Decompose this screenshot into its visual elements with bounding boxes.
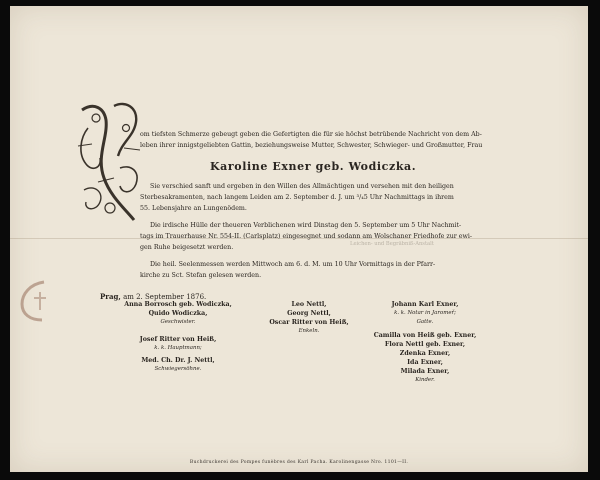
para4-line-2: kirche zu Sct. Stefan gelesen werden. [140, 272, 262, 279]
faint-bleed-text: Leichen- und Begräbniß-Anstalt [350, 241, 434, 247]
para2-line-1: Sie verschied sanft und ergeben in den Willen des Allmächtigen und versehen mit den heiligen [150, 183, 454, 190]
signatory-husband [350, 300, 500, 327]
signatory-name: Josef Ritter von Heiß, [139, 336, 217, 343]
intro-line-2: leben ihrer innigstgeliebten Gattin, beziehungsweise Mutter, Schwester, Schwieger- und Großmutter, Frau [140, 142, 483, 149]
place: Prag, [100, 292, 121, 301]
signatory-name: Zdenka Exner, [399, 350, 451, 357]
signatory-name: Oscar Ritter von Heiß, [269, 319, 349, 326]
date: am 2. September 1876. [123, 293, 207, 301]
signatory-name: Quido Wodiczka, [148, 310, 208, 317]
para3-line-3: gen Ruhe beigesetzt werden. [140, 244, 234, 251]
signatory-siblings [118, 300, 238, 327]
signatory-name: Milada Exner, [400, 368, 450, 375]
intro-line-1: om tiefsten Schmerze gebeugt geben die Gefertigten die für sie höchst betrübende Nachricht von dem Ab- [140, 131, 482, 138]
signatory-name: Flora Nettl geb. Exner, [384, 341, 466, 348]
signatory-role: Schwiegersöhne. [154, 366, 202, 372]
signatory-role: Geschwister. [160, 319, 196, 325]
signatory-role: k. k. Hauptmann; [154, 345, 202, 351]
signatory-name: Med. Ch. Dr. J. Nettl, [141, 357, 215, 364]
signatory-nettl [118, 356, 238, 374]
printer-footer: Buchdruckerei des Pompes funèbres des Karl Pacha. Karolinengasse Nro. 1101—II. [189, 460, 409, 465]
para3-line-2: tags im Trauerhause Nr. 554-II. (Carlsplatz) eingesegnet und sodann am Wolschaner Friedhofe zur ewi- [140, 233, 473, 240]
para3-line-1: Die irdische Hülle der theueren Verblichenen wird Dinstag den 5. September um 5 Uhr Nachmit- [150, 222, 462, 229]
signatory-role: Gatte. [416, 319, 434, 325]
signatory-name: Georg Nettl, [287, 310, 331, 317]
para4-line-1: Die heil. Seelenmessen werden Mittwoch am 6. d. M. um 10 Uhr Vormittags in der Pfarr- [150, 261, 436, 268]
para2-line-2: Sterbesakramenten, nach langem Leiden am 2. September d. J. um ³/₄5 Uhr Nachmittags in ihrem [140, 194, 454, 201]
signatory-name: Camilla von Heiß geb. Exner, [373, 332, 477, 339]
signatory-role: Kinder. [415, 377, 435, 383]
signatory-role: Enkeln. [298, 328, 320, 334]
signatory-name: Ida Exner, [407, 359, 443, 366]
signatory-role: k. k. Notar in Jaromeř; [394, 310, 456, 316]
postal-stamp-mark [14, 278, 60, 324]
obituary-notice-paper [10, 6, 588, 472]
signatory-name: Johann Karl Exner, [391, 301, 459, 308]
signatory-grandchildren [254, 300, 364, 336]
deceased-name: Karoline Exner geb. Wodiczka. [210, 160, 417, 173]
ornamental-initial-v [74, 98, 144, 228]
para2-line-3: 55. Lebensjahre an Lungenödem. [140, 205, 247, 212]
signatory-name: Anna Borrosch geb. Wodiczka, [124, 301, 232, 308]
signatory-children [350, 331, 500, 385]
signatory-heiss [118, 335, 238, 353]
signatory-name: Leo Nettl, [291, 301, 327, 308]
